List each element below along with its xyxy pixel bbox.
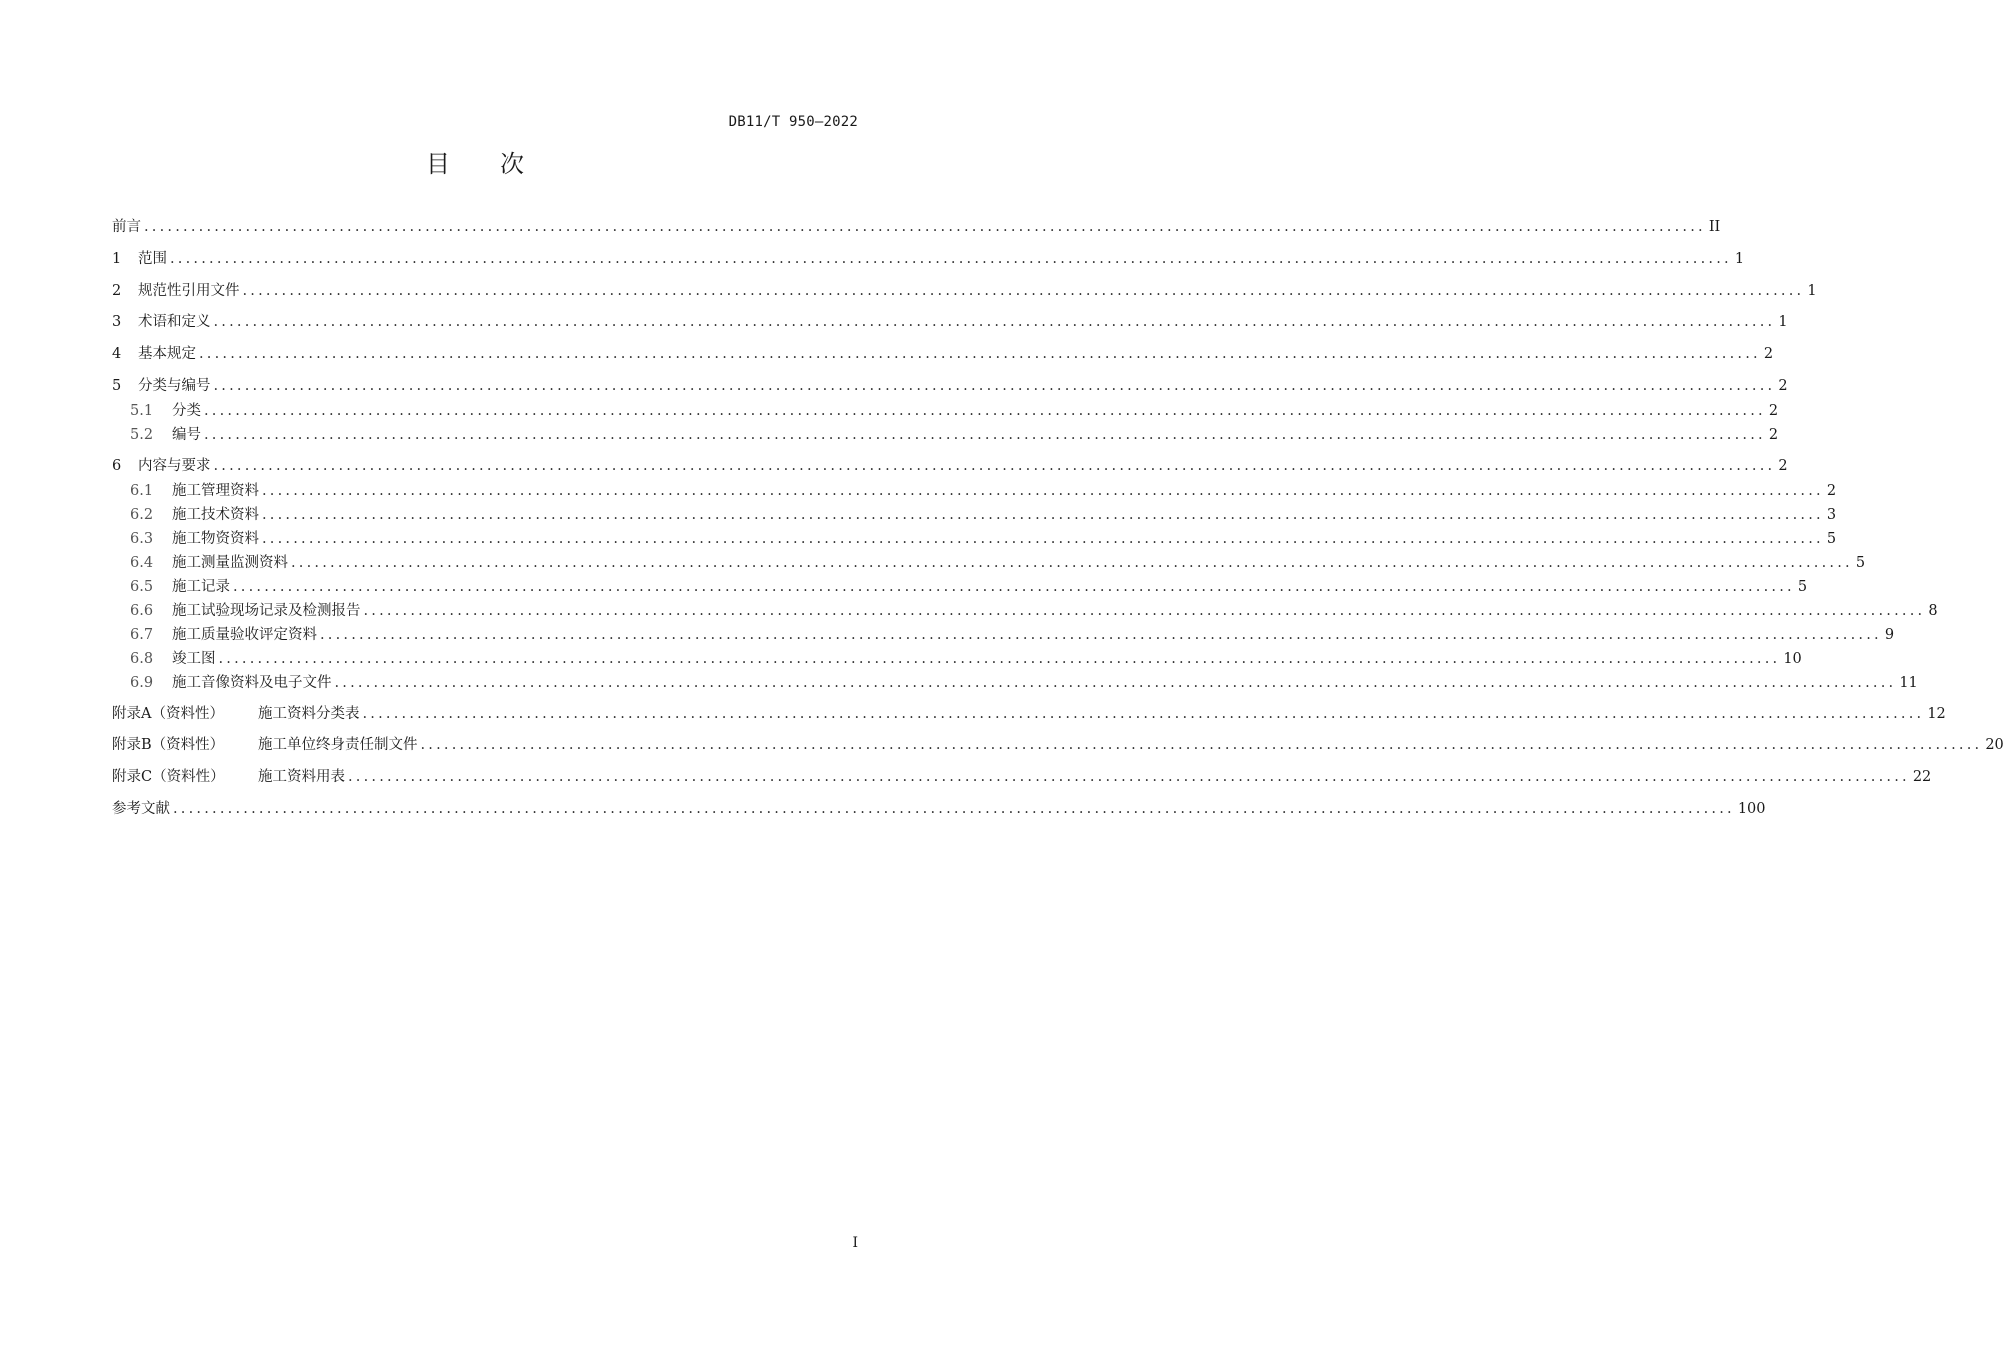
toc-entry-appendix-b[interactable] [112,733,2004,757]
toc-entry-6-5[interactable] [130,575,1808,599]
toc-entry-number: 6.5 [130,579,154,595]
dot-leader: ........................................................................................................................................................................................................ [213,378,1776,394]
dot-leader: ........................................................................................................................................................................................................ [420,737,1983,753]
toc-entry-page: 3 [1826,507,1837,523]
toc-entry-text: 基本规定 [138,346,196,362]
toc-entry-6-8[interactable] [130,647,1802,671]
toc-entry-page: 2 [1763,346,1774,362]
standard-number: DB11/T 950—2022 [728,114,858,130]
toc-entry-number: 附录C（资料性） [112,769,225,785]
dot-leader: ........................................................................................................................................................................................................ [363,603,1926,619]
toc-entry-text: 范围 [138,251,167,267]
toc-entry-number: 6.6 [130,603,154,619]
toc-entry-text: 施工记录 [172,579,230,595]
toc-entry-page: 1 [1807,283,1817,299]
toc-entry-page: 5 [1797,579,1808,595]
toc-entry-6-7[interactable] [130,623,1895,647]
toc-entry-5-2[interactable] [130,423,1779,447]
toc-entry-page: 2 [1826,483,1837,499]
toc-entry-page: 5 [1826,531,1837,547]
dot-leader: ........................................................................................................................................................................................................ [213,458,1776,474]
toc-entry-page: 2 [1768,427,1779,443]
dot-leader: ........................................................................................................................................................................................................ [242,283,1805,299]
toc-entry-6-4[interactable] [130,551,1866,575]
toc-entry-page: 1 [1778,314,1788,330]
toc-entry-text: 内容与要求 [138,458,211,474]
toc-entry-page: 10 [1783,651,1802,667]
toc-entry-6-1[interactable] [130,479,1837,503]
toc-entry-number: 6.3 [130,531,154,547]
toc-entry-number: 6.9 [130,675,154,691]
toc-entry-text: 分类 [172,403,201,419]
toc-entry-bibliography[interactable] [112,797,1766,821]
toc-entry-text: 施工物资资料 [172,531,259,547]
toc-entry-text: 术语和定义 [138,314,211,330]
toc-entry-5[interactable] [112,374,1788,398]
dot-leader: ........................................................................................................................................................................................................ [170,251,1732,267]
toc-entry-number: 6.2 [130,507,154,523]
toc-entry-page: 2 [1778,378,1788,394]
toc-entry-text: 施工技术资料 [172,507,259,523]
toc-entry-page: 1 [1734,251,1745,267]
toc-entry-page: 2 [1778,458,1788,474]
dot-leader: ........................................................................................................................................................................................................ [199,346,1761,362]
toc-entry-page: 11 [1899,675,1918,691]
page-number: I [852,1235,858,1251]
toc-entry-text: 施工试验现场记录及检测报告 [172,603,361,619]
toc-entry-number: 2 [112,283,122,299]
toc-entry-text: 施工资料用表 [258,769,345,785]
dot-leader: ........................................................................................................................................................................................................ [291,555,1853,571]
toc-entry-text: 参考文献 [112,801,170,817]
toc-entry-number: 6 [112,458,122,474]
dot-leader: ........................................................................................................................................................................................................ [213,314,1776,330]
dot-leader: ........................................................................................................................................................................................................ [204,427,1766,443]
toc-entry-text: 规范性引用文件 [138,283,240,299]
toc-entry-foreword[interactable] [112,215,1721,239]
toc-entry-number: 4 [112,346,122,362]
dot-leader: ........................................................................................................................................................................................................ [262,531,1824,547]
toc-entry-number: 3 [112,314,122,330]
toc-entry-text: 施工测量监测资料 [172,555,288,571]
dot-leader: ........................................................................................................................................................................................................ [204,403,1766,419]
toc-entry-number: 1 [112,251,122,267]
toc-entry-number: 5.1 [130,403,154,419]
toc-entry-page: 100 [1737,801,1766,817]
toc-entry-text: 前言 [112,219,141,235]
toc-entry-6-3[interactable] [130,527,1837,551]
toc-entry-6-6[interactable] [130,599,1938,623]
toc-entry-text: 施工资料分类表 [258,706,360,722]
dot-leader: ........................................................................................................................................................................................................ [233,579,1795,595]
toc-entry-appendix-c[interactable] [112,765,1932,789]
dot-leader: ........................................................................................................................................................................................................ [334,675,1897,691]
toc-entry-4[interactable] [112,342,1774,366]
dot-leader: ........................................................................................................................................................................................................ [348,769,1910,785]
toc-entry-page: 9 [1884,627,1895,643]
toc-entry-5-1[interactable] [130,399,1779,423]
toc-entry-text: 施工质量验收评定资料 [172,627,317,643]
toc-entry-number: 附录A（资料性） [112,706,224,722]
dot-leader: ........................................................................................................................................................................................................ [218,651,1781,667]
toc-entry-text: 施工单位终身责任制文件 [258,737,418,753]
toc-entry-page: II [1708,219,1721,235]
toc-entry-6[interactable] [112,454,1788,478]
toc-entry-number: 附录B（资料性） [112,737,225,753]
dot-leader: ........................................................................................................................................................................................................ [262,483,1824,499]
dot-leader: ........................................................................................................................................................................................................ [320,627,1882,643]
toc-entry-number: 5.2 [130,427,154,443]
toc-entry-page: 8 [1928,603,1938,619]
dot-leader: ........................................................................................................................................................................................................ [144,219,1706,235]
toc-entry-page: 5 [1855,555,1866,571]
toc-entry-page: 20 [1985,737,2004,753]
toc-entry-page: 12 [1927,706,1946,722]
toc-entry-page: 22 [1912,769,1932,785]
toc-entry-6-2[interactable] [130,503,1837,527]
toc-entry-appendix-a[interactable] [112,702,1946,726]
toc-entry-2[interactable] [112,279,1817,303]
toc-entry-number: 6.7 [130,627,154,643]
toc-entry-6-9[interactable] [130,671,1918,695]
page-title: 目次 [426,150,574,178]
toc-entry-text: 竣工图 [172,651,216,667]
toc-entry-number: 6.1 [130,483,154,499]
dot-leader: ........................................................................................................................................................................................................ [262,507,1824,523]
toc-entry-number: 6.4 [130,555,154,571]
dot-leader: ........................................................................................................................................................................................................ [362,706,1925,722]
toc-entry-page: 2 [1768,403,1779,419]
dot-leader: ........................................................................................................................................................................................................ [173,801,1735,817]
toc-entry-text: 编号 [172,427,201,443]
toc-entry-3[interactable] [112,310,1788,334]
toc-entry-text: 分类与编号 [138,378,211,394]
toc-entry-number: 6.8 [130,651,154,667]
toc-entry-text: 施工音像资料及电子文件 [172,675,332,691]
toc-entry-1[interactable] [112,247,1745,271]
toc-entry-text: 施工管理资料 [172,483,259,499]
toc-entry-number: 5 [112,378,122,394]
